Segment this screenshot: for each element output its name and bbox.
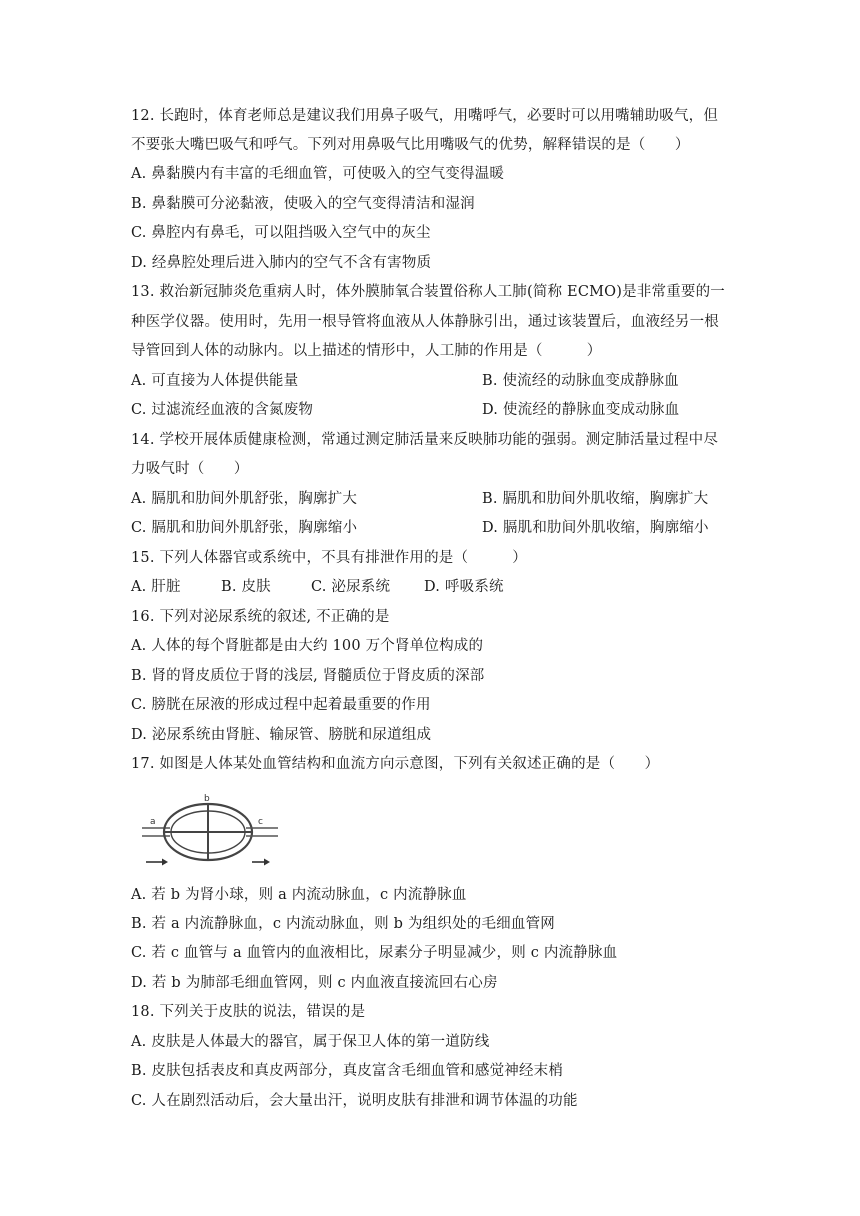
q15-options <box>131 577 504 597</box>
q16-option-d: D. 泌尿系统由肾脏、输尿管、膀胱和尿道组成 <box>131 727 432 743</box>
q16-option-a: A. 人体的每个肾脏都是由大约 100 万个肾单位构成的 <box>131 638 484 654</box>
q13-option-a: A. 可直接为人体提供能量 <box>131 373 299 389</box>
q13-option-d: D. 使流经的静脉血变成动脉血 <box>482 402 680 418</box>
q14-stem-line1: 14. 学校开展体质健康检测，常通过测定肺活量来反映肺功能的强弱。测定肺活量过程中尽 <box>131 432 719 448</box>
label-c: c <box>258 817 263 827</box>
q12-option-b: B. 鼻黏膜可分泌黏液，使吸入的空气变得清洁和湿润 <box>131 196 475 212</box>
q16-option-c: C. 膀胱在尿液的形成过程中起着最重要的作用 <box>131 697 431 713</box>
q13-option-b: B. 使流经的动脉血变成静脉血 <box>482 373 679 389</box>
blood-vessel-diagram <box>140 790 290 870</box>
arrow-in-icon <box>146 859 168 866</box>
q16-stem: 16. 下列对泌尿系统的叙述, 不正确的是 <box>131 609 390 625</box>
q17-option-c: C. 若 c 血管与 a 血管内的血液相比，尿素分子明显减少，则 c 内流静脉血 <box>131 945 618 961</box>
q18-stem: 18. 下列关于皮肤的说法，错误的是 <box>131 1004 366 1020</box>
q13-stem-line1: 13. 救治新冠肺炎危重病人时，体外膜肺氧合装置俗称人工肺(简称 ECMO)是非常重要的一 <box>131 284 726 300</box>
q17-option-b: B. 若 a 内流静脉血，c 内流动脉血，则 b 为组织处的毛细血管网 <box>131 916 555 932</box>
q15-option-a: A. 肝脏 <box>131 579 181 595</box>
label-b: b <box>204 794 210 804</box>
q18-option-a: A. 皮肤是人体最大的器官，属于保卫人体的第一道防线 <box>131 1034 490 1050</box>
q18-option-c: C. 人在剧烈活动后，会大量出汗，说明皮肤有排泄和调节体温的功能 <box>131 1093 578 1109</box>
q17-option-d: D. 若 b 为肺部毛细血管网，则 c 内血液直接流回右心房 <box>131 975 498 991</box>
label-a: a <box>150 817 156 827</box>
q14-option-b: B. 膈肌和肋间外肌收缩，胸廓扩大 <box>482 491 709 507</box>
q12-stem-line1: 12. 长跑时，体育老师总是建议我们用鼻子吸气，用嘴呼气，必要时可以用嘴辅助吸气，但 <box>131 108 719 124</box>
q14-option-a: A. 膈肌和肋间外肌舒张，胸廓扩大 <box>131 491 358 507</box>
q15-stem: 15. 下列人体器官或系统中，不具有排泄作用的是（ ） <box>131 550 527 566</box>
q12-option-d: D. 经鼻腔处理后进入肺内的空气不含有害物质 <box>131 255 432 271</box>
q13-option-c: C. 过滤流经血液的含氮废物 <box>131 402 314 418</box>
q15-option-d: D. 呼吸系统 <box>424 579 504 595</box>
q14-option-c: C. 膈肌和肋间外肌舒张，胸廓缩小 <box>131 520 358 536</box>
q15-option-c: C. 泌尿系统 <box>311 579 391 595</box>
q17-option-a: A. 若 b 为肾小球，则 a 内流动脉血，c 内流静脉血 <box>131 887 467 903</box>
q16-option-b: B. 肾的肾皮质位于肾的浅层, 肾髓质位于肾皮质的深部 <box>131 668 485 684</box>
q12-option-a: A. 鼻黏膜内有丰富的毛细血管，可使吸入的空气变得温暖 <box>131 166 505 182</box>
q18-option-b: B. 皮肤包括表皮和真皮两部分，真皮富含毛细血管和感觉神经末梢 <box>131 1063 564 1079</box>
q13-stem-line2: 种医学仪器。使用时，先用一根导管将血液从人体静脉引出，通过该装置后，血液经另一根 <box>131 314 719 330</box>
q15-option-b: B. 皮肤 <box>221 579 271 595</box>
arrow-out-icon <box>252 859 270 866</box>
q14-stem-line2: 力吸气时（ ） <box>131 461 249 477</box>
q12-stem-line2: 不要张大嘴巴吸气和呼气。下列对用鼻吸气比用嘴吸气的优势，解释错误的是（ ） <box>131 137 690 153</box>
q14-option-d: D. 膈肌和肋间外肌收缩，胸廓缩小 <box>482 520 709 536</box>
q17-stem: 17. 如图是人体某处血管结构和血流方向示意图，下列有关叙述正确的是（ ） <box>131 756 660 772</box>
q12-option-c: C. 鼻腔内有鼻毛，可以阻挡吸入空气中的灰尘 <box>131 225 431 241</box>
q13-stem-line3: 导管回到人体的动脉内。以上描述的情形中，人工肺的作用是（ ） <box>131 343 602 359</box>
